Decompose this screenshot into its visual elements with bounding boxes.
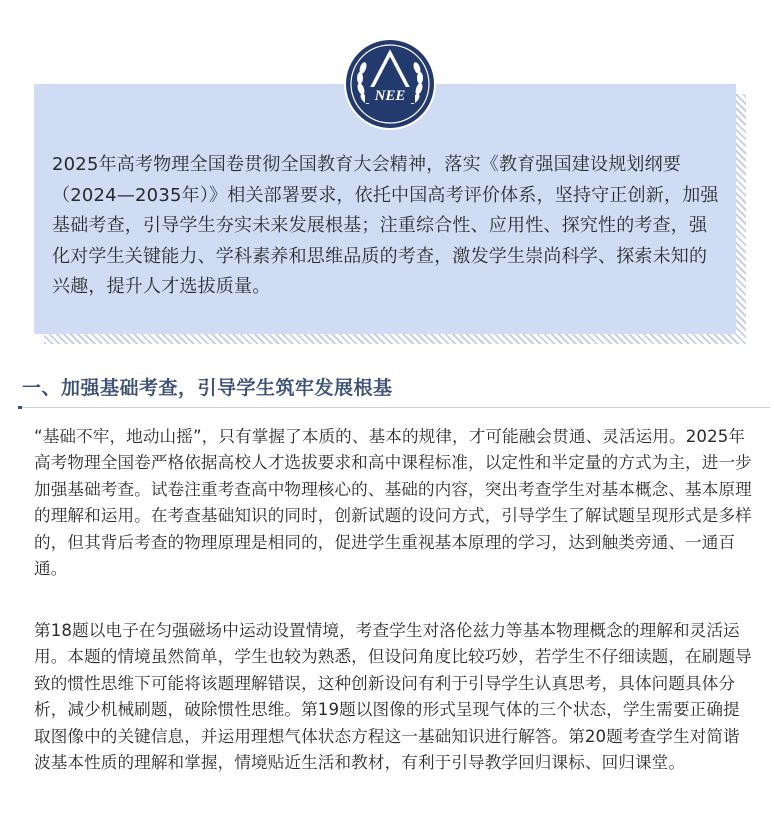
paragraph-2: 第18题以电子在匀强磁场中运动设置情境，考查学生对洛伦兹力等基本物理概念的理解和灵活运用。本题的情境虽然简单，学生也较为熟悉，但设问角度比较巧妙，若学生不仔细读题，在刷题导致的惯性思维下可能将该题理解错误，这种创新设问有利于引导学生认真思考，具体问题具体分析，减少机械刷题，破除惯性思维。第19题以图像的形式呈现气体的三个状态，学生需要正确提取图像中的关键信息，并运用理想气体状态方程这一基础知识进行解答。第20题考查学生对简谐波基本性质的理解和掌握，情境贴近生活和教材，有利于引导教学回归课标、回归课堂。: [34, 621, 752, 773]
laurel-triangle-emblem-icon: [343, 37, 437, 131]
logo-text: NEE: [374, 88, 406, 104]
paragraph-1: “基础不牢，地动山摇”，只有掌握了本质的、基本的规律，才可能融会贯通、灵活运用。2025年高考物理全国卷严格依据高校人才选拔要求和高中课程标准，以定性和半定量的方式为主，进一步加强基础考查。试卷注重考查高中物理核心的、基础的内容，突出考查学生对基本概念、基本原理的理解和运用。在考查基础知识的同时，创新试题的设问方式，引导学生了解试题呈现形式是多样的，但其背后考查的物理原理是相同的，促进学生重视基本原理的学习，达到触类旁通、一通百通。: [34, 427, 752, 579]
heading-divider-accent: [18, 406, 22, 409]
intro-text: 2025年高考物理全国卷贯彻全国教育大会精神，落实《教育强国建设规划纲要（2024—2035年）》相关部署要求，依托中国高考评价体系，坚持守正创新，加强基础考查，引导学生夯实未来发展根基；注重综合性、应用性、探究性的考查，强化对学生关键能力、学科素养和思维品质的考查，激发学生崇尚科学、探索未知的兴趣，提升人才选拔质量。: [52, 154, 719, 297]
section-heading: 一、加强基础考查，引导学生筑牢发展根基: [22, 377, 393, 399]
heading-divider: [18, 407, 770, 408]
